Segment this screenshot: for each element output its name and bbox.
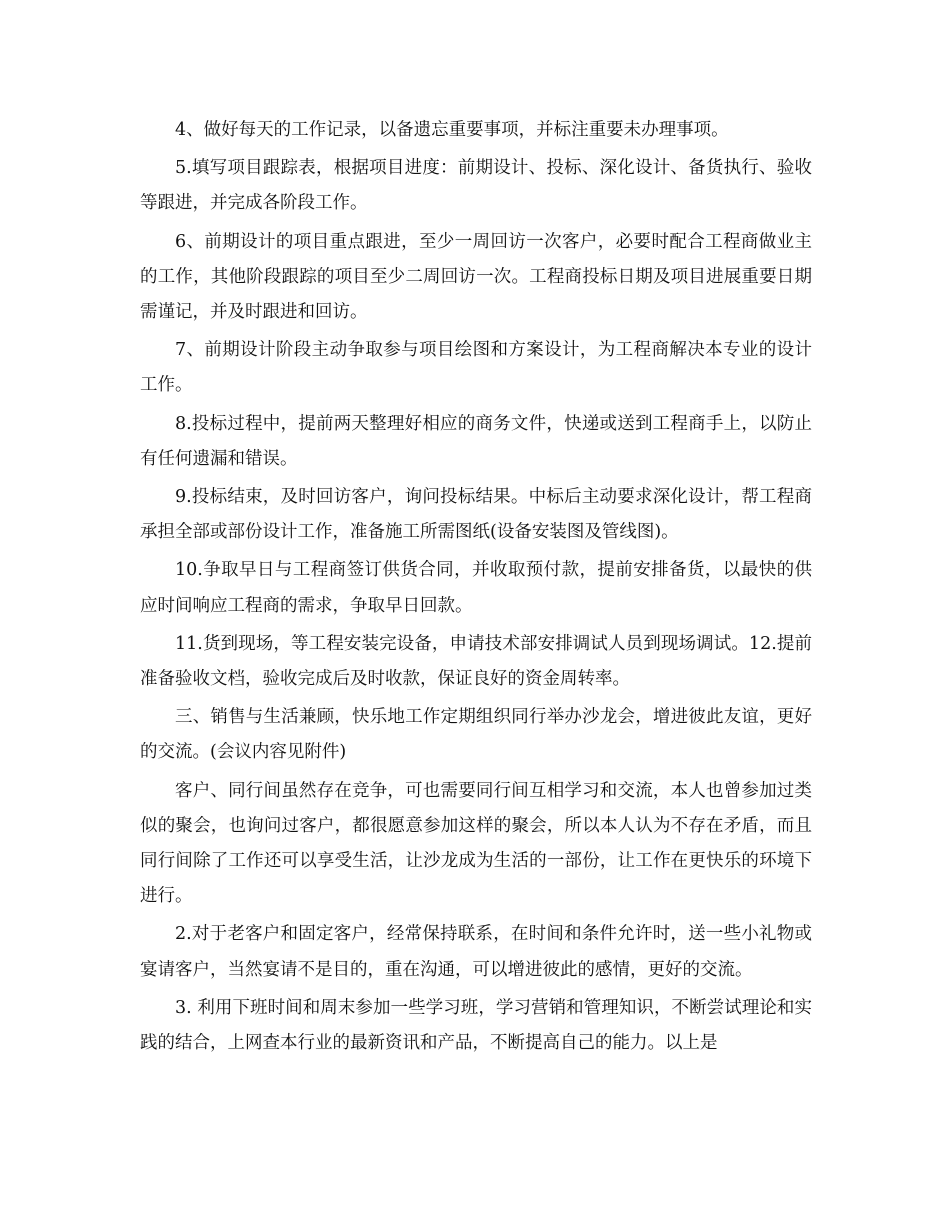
- paragraph-item-5: 5.填写项目跟踪表，根据项目进度：前期设计、投标、深化设计、备货执行、验收等跟进，并完成各阶段工作。: [140, 158, 812, 214]
- paragraph-item-11: 11.货到现场，等工程安装完设备，申请技术部安排调试人员到现场调试。12.提前准备验收文档，验收完成后及时收款，保证良好的资金周转率。: [140, 633, 812, 690]
- paragraph-item-7: 7、前期设计阶段主动争取参与项目绘图和方案设计，为工程商解决本专业的设计工作。: [140, 340, 812, 396]
- section-three-paragraph: 三、销售与生活兼顾，快乐地工作定期组织同行举办沙龙会，增进彼此友谊，更好的交流。(会议内容见附件): [140, 707, 812, 763]
- paragraph-item-8: 8.投标过程中，提前两天整理好相应的商务文件，快递或送到工程商手上，以防止有任何遗漏和错误。: [140, 413, 812, 469]
- paragraph-item-6: 6、前期设计的项目重点跟进，至少一周回访一次客户，必要时配合工程商做业主的工作，其他阶段跟踪的项目至少二周回访一次。工程商投标日期及项目进展重要日期需谨记，并及时跟进和回访。: [140, 231, 812, 323]
- paragraph-item-3: 3. 利用下班时间和周末参加一些学习班，学习营销和管理知识，不断尝试理论和实践的结合，上网查本行业的最新资讯和产品，不断提高自己的能力。以上是: [140, 997, 812, 1054]
- paragraph-item-9: 9.投标结束，及时回访客户，询问投标结果。中标后主动要求深化设计，帮工程商承担全部或部份设计工作，准备施工所需图纸(设备安装图及管线图)。: [140, 487, 812, 543]
- paragraph-item-2: 2.对于老客户和固定客户，经常保持联系，在时间和条件允许时，送一些小礼物或宴请客户，当然宴请不是目的，重在沟通，可以增进彼此的感情，更好的交流。: [140, 924, 812, 980]
- document-body: [140, 113, 812, 1064]
- paragraph-item-4: 4、做好每天的工作记录，以备遗忘重要事项，并标注重要未办理事项。: [175, 120, 729, 140]
- paragraph-item-10: 10.争取早日与工程商签订供货合同，并收取预付款，提前安排备货，以最快的供应时间响应工程商的需求，争取早日回款。: [140, 560, 812, 616]
- competition-paragraph: 客户、同行间虽然存在竞争，可也需要同行间互相学习和交流，本人也曾参加过类似的聚会，也询问过客户，都很愿意参加这样的聚会，所以本人认为不存在矛盾，而且同行间除了工作还可以享受生活，让沙龙成为生活的一部份，让工作在更快乐的环境下进行。: [140, 780, 812, 907]
